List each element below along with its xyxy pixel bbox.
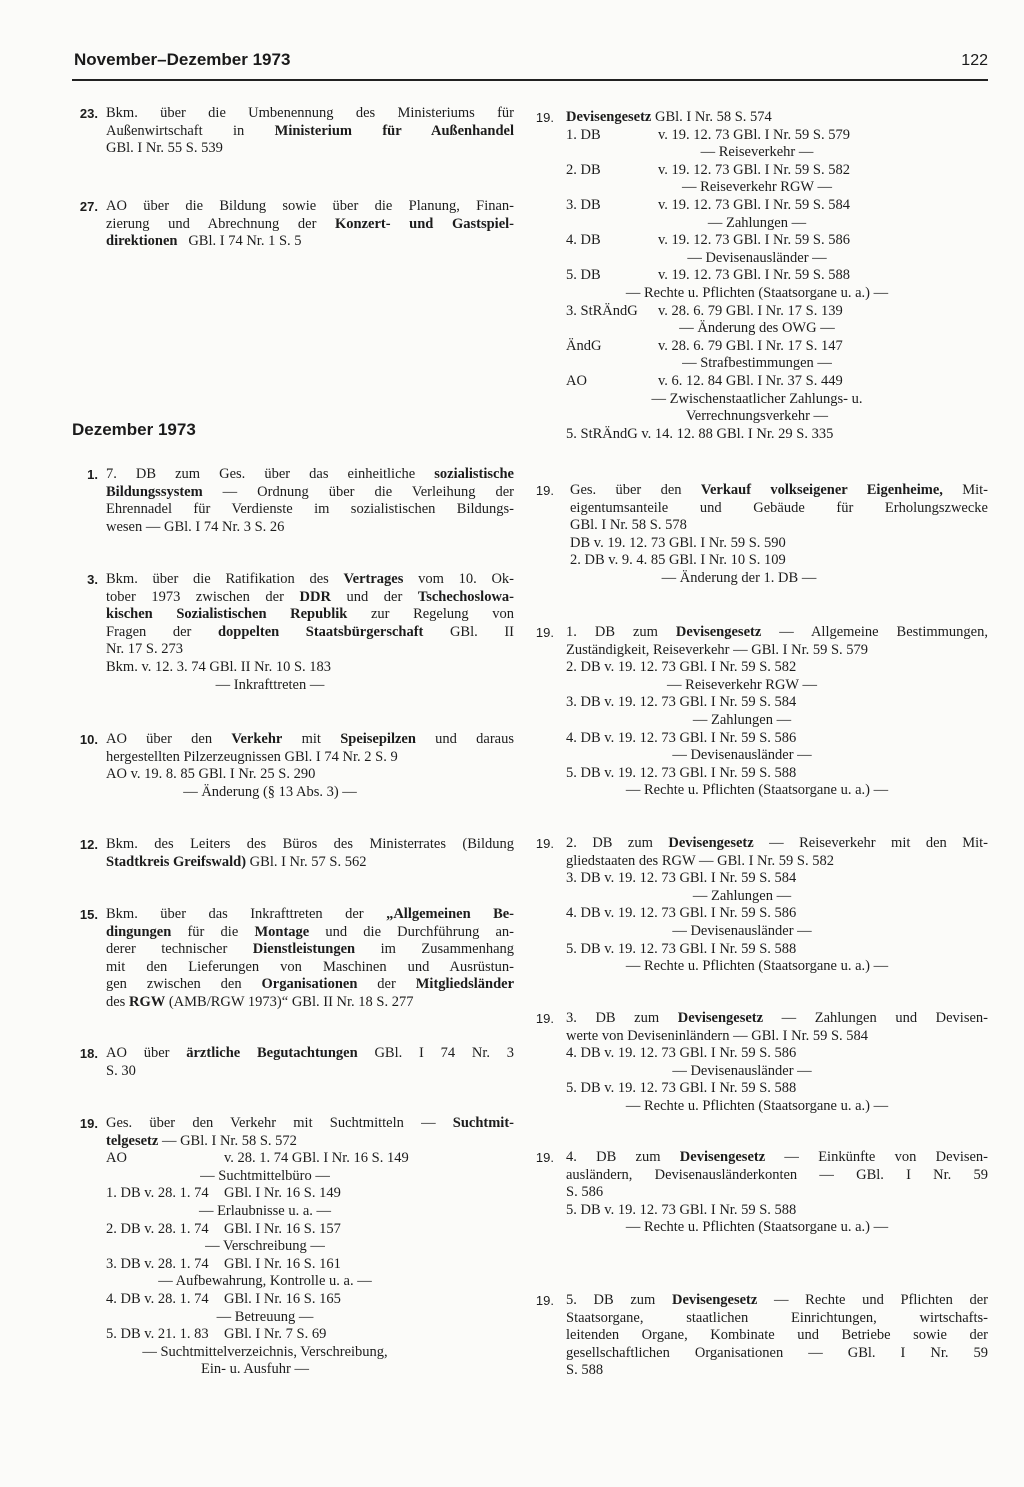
amendment-label: 2. DB	[566, 161, 601, 178]
entry-text: Staatsorgane, staatlichen Einrichtungen, wirtschafts-	[566, 1309, 988, 1326]
amendment-label: 5. DB v. 21. 1. 83	[106, 1326, 209, 1343]
entry-text: Zuständigkeit, Reiseverkehr — GBl. I Nr. 59 S. 579	[566, 641, 869, 658]
entry-note: — Rechte u. Pflichten (Staatsorgane u. a.) —	[625, 782, 889, 799]
entry-number: 19.	[535, 483, 554, 498]
entry-text: Bkm. über die Ratifikation des Vertrages vom 10. Ok-	[106, 571, 514, 587]
entry-text: S. 586	[566, 1184, 604, 1201]
amendment-citation: GBl. I Nr. 7 S. 69	[224, 1326, 327, 1343]
amendment-topic: — Reiseverkehr —	[700, 144, 814, 161]
amendment-topic: — Suchtmittelbüro —	[200, 1167, 330, 1184]
entry-note: — Rechte u. Pflichten (Staatsorgane u. a.) —	[625, 1097, 889, 1114]
entry-text: Fragen der doppelten Staatsbürgerschaft GBl. II	[106, 623, 514, 640]
amendment-row	[566, 232, 988, 250]
amendment-label: 4. DB	[566, 232, 601, 249]
entry-citation: AO v. 19. 8. 85 GBl. I Nr. 25 S. 290	[106, 766, 316, 783]
amendment-label: 2. DB v. 28. 1. 74	[106, 1220, 209, 1237]
entry-text: Bkm. über die Umbenennung des Ministeriums für	[106, 105, 514, 121]
amendment-row	[106, 1256, 514, 1274]
amendment-label: 1. DB	[566, 126, 601, 143]
entry-number: 19.	[535, 1150, 554, 1165]
entry-number: 3.	[87, 572, 98, 587]
entry-text: eigentumsanteile und Gebäude für Erholungszwecke	[570, 499, 988, 516]
entry-text: dingungen für die Montage und die Durchführung an-	[106, 923, 514, 940]
amendment-topic: — Reiseverkehr RGW —	[682, 179, 832, 196]
entry-note: — Inkrafttreten —	[215, 676, 325, 693]
entry-text: AO über die Bildung sowie über die Planung, Finan-	[106, 198, 514, 214]
entry-note: — Devisenausländer —	[672, 747, 812, 764]
entry-citation: 5. DB v. 19. 12. 73 GBl. I Nr. 59 S. 588	[566, 940, 797, 957]
entry-text: 3. DB zum Devisengesetz — Zahlungen und Devisen-	[566, 1010, 988, 1026]
amendment-citation: v. 28. 6. 79 GBl. I Nr. 17 S. 139	[658, 302, 843, 319]
entry-text: werte von Deviseninländern — GBl. I Nr. 59 S. 584	[566, 1027, 869, 1044]
entry-number: 12.	[79, 837, 98, 852]
entry-text: 5. DB zum Devisengesetz — Rechte und Pflichten der	[566, 1292, 988, 1308]
entry-number: 19.	[535, 1293, 554, 1308]
entry-note: — Zahlungen —	[692, 887, 792, 904]
amendment-topic: — Strafbestimmungen —	[682, 355, 832, 372]
entry-number: 27.	[79, 199, 98, 214]
entry-citation: GBl. I Nr. 58 S. 578	[570, 517, 687, 534]
amendment-row	[566, 127, 988, 145]
entry-number: 19.	[535, 625, 554, 640]
entry-citation: DB v. 19. 12. 73 GBl. I Nr. 59 S. 590	[570, 534, 786, 551]
amendment-topic: — Zahlungen —	[707, 214, 807, 231]
amendment-row	[106, 1150, 514, 1168]
amendment-topic: — Betreuung —	[216, 1308, 314, 1325]
entry-citation: GBl. I Nr. 55 S. 539	[106, 140, 223, 157]
amendment-citation: GBl. I Nr. 16 S. 149	[224, 1185, 341, 1202]
entry-note: — Zahlungen —	[692, 711, 792, 728]
entry-note: Verrechnungsverkehr —	[685, 408, 829, 425]
amendment-citation: GBl. I Nr. 16 S. 165	[224, 1290, 341, 1307]
entry-citation: Bkm. v. 12. 3. 74 GBl. II Nr. 10 S. 183	[106, 658, 332, 675]
entry-citation: 4. DB v. 19. 12. 73 GBl. I Nr. 59 S. 586	[566, 729, 797, 746]
entry-note: — Änderung (§ 13 Abs. 3) —	[183, 783, 357, 800]
amendment-label: 4. DB v. 28. 1. 74	[106, 1290, 209, 1307]
entry-text: Außenwirtschaft in Ministerium für Außenhandel	[106, 122, 514, 139]
amendment-topic: — Verschreibung —	[205, 1238, 325, 1255]
amendment-row	[566, 303, 988, 321]
page-number: 122	[961, 52, 988, 69]
amendment-label: 1. DB v. 28. 1. 74	[106, 1185, 209, 1202]
entry-text: 7. DB zum Ges. über das einheitliche sozialistische	[106, 466, 514, 482]
entry-note: — Devisenausländer —	[672, 1062, 812, 1079]
entry-text: Ges. über den Verkauf volkseigener Eigenheime, Mit-	[570, 482, 988, 498]
entry-number: 19.	[535, 1011, 554, 1026]
entry-text: S. 30	[106, 1062, 136, 1079]
entry-number: 19.	[535, 836, 554, 851]
entry-text: S. 588	[566, 1362, 604, 1379]
entry-citation: 5. DB v. 19. 12. 73 GBl. I Nr. 59 S. 588	[566, 1080, 797, 1097]
amendment-topic: — Aufbewahrung, Kontrolle u. a. —	[158, 1273, 372, 1290]
amendment-label: AO	[106, 1150, 127, 1167]
amendment-topic: — Devisenausländer —	[687, 249, 827, 266]
entry-text: hergestellten Pilzerzeugnissen GBl. I 74 Nr. 2 S. 9	[106, 748, 398, 765]
entry-text: leitenden Organe, Kombinate und Betriebe sowie der	[566, 1327, 988, 1344]
entry-text: 2. DB zum Devisengesetz — Reiseverkehr mit den Mit-	[566, 835, 988, 851]
running-header-title: November–Dezember 1973	[74, 50, 291, 69]
entry-text: gliedstaaten des RGW — GBl. I Nr. 59 S. 582	[566, 852, 834, 869]
entry-text: Bkm. des Leiters des Büros des Ministerrates (Bildung	[106, 836, 514, 852]
amendment-label: ÄndG	[566, 337, 602, 354]
amendment-label: 3. DB	[566, 196, 601, 213]
entry-text: gesellschaftlichen Organisationen — GBl. I Nr. 59	[566, 1344, 988, 1361]
amendment-label: 3. StRÄndG	[566, 302, 638, 319]
entry-text: Devisengesetz GBl. I Nr. 58 S. 574	[566, 109, 772, 125]
entry-text: Bildungssystem — Ordnung über die Verleihung der	[106, 483, 514, 500]
amendment-citation: v. 28. 1. 74 GBl. I Nr. 16 S. 149	[224, 1150, 409, 1167]
entry-number: 18.	[79, 1046, 98, 1061]
entry-citation: 3. DB v. 19. 12. 73 GBl. I Nr. 59 S. 584	[566, 694, 797, 711]
entry-text: Ehrennadel für Verdienste im sozialistischen Bildungs-	[106, 501, 514, 518]
section-heading: Dezember 1973	[72, 420, 196, 439]
amendment-citation: v. 19. 12. 73 GBl. I Nr. 59 S. 586	[658, 232, 850, 249]
amendment-row	[566, 162, 988, 180]
amendment-row	[106, 1221, 514, 1239]
entry-number: 10.	[79, 732, 98, 747]
entry-text: telgesetz — GBl. I Nr. 58 S. 572	[106, 1132, 297, 1149]
amendment-row	[566, 197, 988, 215]
entry-text: 4. DB zum Devisengesetz — Einkünfte von Devisen-	[566, 1149, 988, 1165]
amendment-topic: — Suchtmittelverzeichnis, Verschreibung,	[142, 1343, 388, 1360]
amendment-citation: v. 6. 12. 84 GBl. I Nr. 37 S. 449	[658, 372, 843, 389]
entry-text: mit den Lieferungen von Maschinen und Ausrüstun-	[106, 958, 514, 975]
entry-text: kischen Sozialistischen Republik zur Regelung von	[106, 606, 514, 623]
entry-citation: wesen — GBl. I 74 Nr. 3 S. 26	[106, 518, 285, 535]
entry-text: ausländern, Devisenausländerkonten — GBl. I Nr. 59	[566, 1166, 988, 1183]
entry-note: — Änderung der 1. DB —	[661, 569, 817, 586]
entry-text: tober 1973 zwischen der DDR und der Tschechoslowa-	[106, 588, 514, 605]
amendment-citation: v. 19. 12. 73 GBl. I Nr. 59 S. 584	[658, 196, 850, 213]
entry-text: direktionen GBl. I 74 Nr. 1 S. 5	[106, 233, 302, 250]
entry-number: 19.	[79, 1116, 98, 1131]
amendment-citation: v. 19. 12. 73 GBl. I Nr. 59 S. 582	[658, 161, 850, 178]
entry-text: gen zwischen den Organisationen der Mitgliedsländer	[106, 976, 514, 993]
header-rule	[72, 79, 988, 81]
entry-citation: 5. DB v. 19. 12. 73 GBl. I Nr. 59 S. 588	[566, 764, 797, 781]
amendment-citation: v. 19. 12. 73 GBl. I Nr. 59 S. 579	[658, 126, 850, 143]
amendment-label: AO	[566, 372, 587, 389]
entry-number: 23.	[79, 106, 98, 121]
entry-text: AO über ärztliche Begutachtungen GBl. I 74 Nr. 3	[106, 1045, 514, 1061]
amendment-list	[106, 1150, 514, 1361]
entry-citation: 4. DB v. 19. 12. 73 GBl. I Nr. 59 S. 586	[566, 1045, 797, 1062]
entry-text: derer technischer Dienstleistungen im Zusammenhang	[106, 941, 514, 958]
amendment-citation: v. 28. 6. 79 GBl. I Nr. 17 S. 147	[658, 337, 843, 354]
amendment-row	[106, 1326, 514, 1344]
entry-note: — Reiseverkehr RGW —	[667, 676, 817, 693]
entry-note: Ein- u. Ausfuhr —	[201, 1361, 309, 1378]
entry-number: 1.	[87, 467, 98, 482]
entry-note: — Rechte u. Pflichten (Staatsorgane u. a.) —	[625, 1219, 889, 1236]
amendment-row	[566, 267, 988, 285]
amendment-citation: GBl. I Nr. 16 S. 161	[224, 1255, 341, 1272]
amendment-citation: GBl. I Nr. 16 S. 157	[224, 1220, 341, 1237]
entry-citation: 4. DB v. 19. 12. 73 GBl. I Nr. 59 S. 586	[566, 905, 797, 922]
entry-citation: 5. StRÄndG v. 14. 12. 88 GBl. I Nr. 29 S. 335	[566, 425, 834, 442]
entry-note: — Rechte u. Pflichten (Staatsorgane u. a.) —	[625, 958, 889, 975]
amendment-row	[106, 1185, 514, 1203]
amendment-list	[566, 127, 988, 409]
entry-text: Bkm. über das Inkrafttreten der „Allgemeinen Be-	[106, 906, 514, 922]
entry-text: zierung und Abrechnung der Konzert- und Gastspiel-	[106, 215, 514, 232]
entry-text: Stadtkreis Greifswald) GBl. I Nr. 57 S. 562	[106, 853, 367, 870]
entry-text: 1. DB zum Devisengesetz — Allgemeine Bestimmungen,	[566, 624, 988, 640]
entry-text: Nr. 17 S. 273	[106, 641, 183, 658]
entry-text: AO über den Verkehr mit Speisepilzen und daraus	[106, 731, 514, 747]
entry-citation: 3. DB v. 19. 12. 73 GBl. I Nr. 59 S. 584	[566, 870, 797, 887]
amendment-row	[566, 373, 988, 391]
entry-citation: 2. DB v. 19. 12. 73 GBl. I Nr. 59 S. 582	[566, 659, 797, 676]
amendment-row	[106, 1291, 514, 1309]
entry-text: Ges. über den Verkehr mit Suchtmitteln — Suchtmit-	[106, 1115, 514, 1131]
amendment-topic: — Zwischenstaatlicher Zahlungs- u.	[651, 390, 863, 407]
amendment-citation: v. 19. 12. 73 GBl. I Nr. 59 S. 588	[658, 267, 850, 284]
entry-citation: 2. DB v. 9. 4. 85 GBl. I Nr. 10 S. 109	[570, 552, 786, 569]
entry-note: — Devisenausländer —	[672, 922, 812, 939]
entry-number: 19.	[535, 110, 554, 125]
amendment-label: 5. DB	[566, 267, 601, 284]
amendment-topic: — Änderung des OWG —	[679, 320, 835, 337]
entry-number: 15.	[79, 907, 98, 922]
amendment-row	[566, 338, 988, 356]
entry-citation: 5. DB v. 19. 12. 73 GBl. I Nr. 59 S. 588	[566, 1201, 797, 1218]
amendment-label: 3. DB v. 28. 1. 74	[106, 1255, 209, 1272]
entry-citation: des RGW (AMB/RGW 1973)“ GBl. II Nr. 18 S. 277	[106, 993, 414, 1010]
amendment-topic: — Erlaubnisse u. a. —	[198, 1202, 332, 1219]
amendment-topic: — Rechte u. Pflichten (Staatsorgane u. a.) —	[625, 284, 889, 301]
